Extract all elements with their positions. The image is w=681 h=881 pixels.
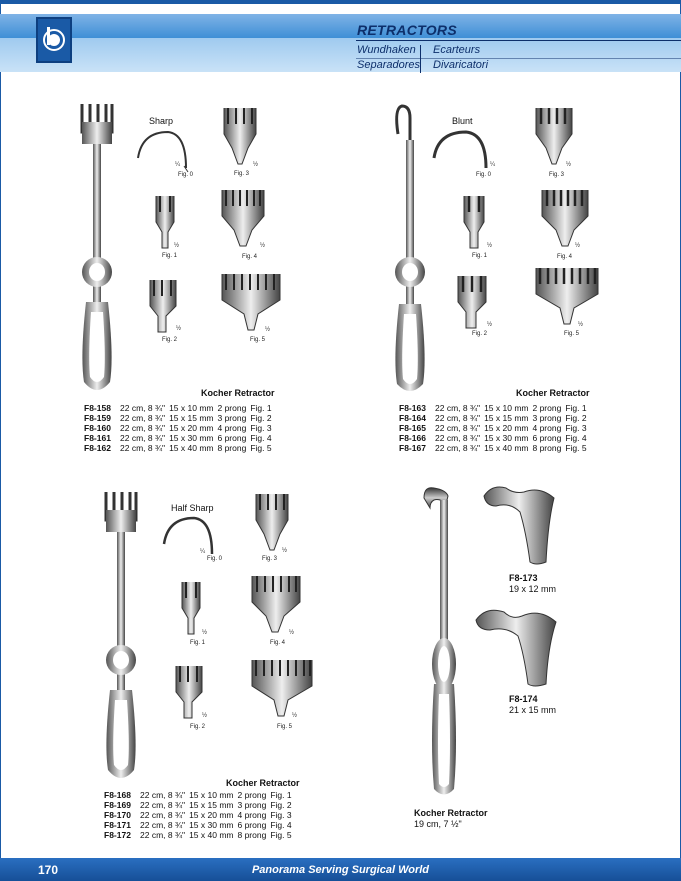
title-es: Separadores	[357, 59, 420, 71]
sharp-fig5-frac: ½	[265, 327, 271, 333]
sharp-fig1-frac: ½	[174, 243, 180, 249]
sharp-product-title: Kocher Retractor	[201, 388, 275, 398]
f8-173-blade	[480, 482, 558, 566]
kocher-retractor-single-blade-instrument	[420, 484, 470, 802]
blunt-fig4-label: Fig. 4	[557, 254, 573, 260]
sharp-fig2-blade	[146, 276, 180, 334]
half-sharp-tip-profile	[160, 514, 216, 560]
sharp-fig4-label: Fig. 4	[242, 254, 258, 260]
sharp-label: Sharp	[149, 116, 174, 126]
half-sharp-fig1-blade	[176, 578, 204, 636]
table-row: F8-169 22 cm, 8 ¾" 15 x 15 mm 3 prong Fig. 2	[104, 800, 292, 810]
table-row: F8-161 22 cm, 8 ¾" 15 x 30 mm 6 prong Fig. 4	[84, 433, 272, 443]
f8-174-size: 21 x 15 mm	[509, 705, 557, 715]
sharp-fig1-blade	[150, 192, 178, 250]
table-row: F8-166 22 cm, 8 ¾" 15 x 30 mm 6 prong Fig. 4	[399, 433, 587, 443]
f8-173-size: 19 x 12 mm	[509, 584, 557, 594]
header-subband	[0, 38, 681, 72]
table-row: F8-159 22 cm, 8 ¾" 15 x 15 mm 3 prong Fig. 2	[84, 413, 272, 423]
single-product-title: Kocher Retractor	[414, 808, 488, 818]
blunt-fig0-label: Fig. 0	[476, 172, 492, 178]
sharp-fig5-label: Fig. 5	[250, 337, 266, 343]
half-sharp-fig0-frac: ¼	[200, 549, 206, 555]
half-sharp-fig4-label: Fig. 4	[270, 640, 286, 646]
title-rule	[356, 40, 681, 41]
page-number: 170	[38, 863, 59, 877]
blunt-fig5-frac: ½	[578, 322, 584, 328]
blunt-fig1-label: Fig. 1	[472, 253, 488, 259]
half-sharp-fig0-label: Fig. 0	[207, 556, 223, 562]
f8-173-code: F8-173	[509, 573, 538, 583]
half-sharp-fig5-label: Fig. 5	[277, 724, 293, 730]
header-band	[0, 14, 681, 38]
table-row: F8-164 22 cm, 8 ¾" 15 x 15 mm 3 prong Fig. 2	[399, 413, 587, 423]
table-row: F8-165 22 cm, 8 ¾" 15 x 20 mm 4 prong Fig. 3	[399, 423, 587, 433]
half-sharp-product-title: Kocher Retractor	[226, 778, 300, 788]
blunt-fig0-frac: ¼	[490, 162, 496, 168]
table-row: F8-168 22 cm, 8 ¾" 15 x 10 mm 2 prong Fig. 1	[104, 790, 292, 800]
blunt-label: Blunt	[452, 116, 473, 126]
half-sharp-fig5-frac: ½	[292, 713, 298, 719]
blunt-fig1-blade	[458, 192, 493, 250]
blunt-fig2-blade	[454, 272, 493, 330]
blunt-spec-table	[399, 403, 591, 453]
table-row: F8-167 22 cm, 8 ¾" 15 x 40 mm 8 prong Fig. 5	[399, 443, 587, 453]
f8-174-code: F8-174	[509, 694, 538, 704]
title-it: Divaricatori	[433, 59, 489, 71]
blunt-fig3-blade	[534, 104, 574, 166]
half-sharp-fig3-blade	[254, 490, 290, 552]
blunt-fig3-frac: ½	[566, 162, 572, 168]
blunt-fig5-blade	[534, 264, 600, 326]
page-title: RETRACTORS	[357, 22, 457, 38]
sharp-fig4-blade	[220, 186, 266, 248]
panorama-logo	[36, 17, 72, 63]
table-row: F8-160 22 cm, 8 ¾" 15 x 20 mm 4 prong Fig. 3	[84, 423, 272, 433]
half-sharp-fig3-frac: ½	[282, 548, 288, 554]
sharp-tip-profile	[134, 128, 190, 174]
kocher-retractor-sharp-instrument	[76, 102, 118, 398]
blunt-fig2-frac: ½	[487, 322, 493, 328]
table-row: F8-170 22 cm, 8 ¾" 15 x 20 mm 4 prong Fig. 3	[104, 810, 292, 820]
kocher-retractor-half-sharp-instrument	[100, 490, 142, 786]
blunt-fig3-label: Fig. 3	[549, 172, 565, 178]
sharp-fig3-label: Fig. 3	[234, 171, 250, 177]
half-sharp-spec-table	[104, 790, 296, 840]
half-sharp-fig1-label: Fig. 1	[190, 640, 206, 646]
table-row: F8-158 22 cm, 8 ¾" 15 x 10 mm 2 prong Fig. 1	[84, 403, 272, 413]
sharp-fig3-blade	[222, 104, 258, 166]
sharp-fig2-label: Fig. 2	[162, 337, 178, 343]
sharp-fig0-frac: ¼	[175, 162, 181, 168]
table-row: F8-162 22 cm, 8 ¾" 15 x 40 mm 8 prong Fig. 5	[84, 443, 272, 453]
title-divider-h	[356, 58, 681, 59]
sharp-fig0-label: Fig. 0	[178, 172, 194, 178]
sharp-spec-table	[84, 403, 276, 453]
table-row: F8-171 22 cm, 8 ¾" 15 x 30 mm 6 prong Fig. 4	[104, 820, 292, 830]
sharp-fig3-frac: ½	[253, 162, 259, 168]
half-sharp-label: Half Sharp	[171, 503, 214, 513]
sharp-fig2-frac: ½	[176, 326, 182, 332]
title-de: Wundhaken	[357, 44, 416, 56]
title-divider	[420, 45, 421, 73]
blunt-fig1-frac: ½	[487, 243, 493, 249]
table-row: F8-163 22 cm, 8 ¾" 15 x 10 mm 2 prong Fig. 1	[399, 403, 587, 413]
table-row: F8-172 22 cm, 8 ¾" 15 x 40 mm 8 prong Fig. 5	[104, 830, 292, 840]
half-sharp-fig2-blade	[172, 662, 206, 720]
single-product-length: 19 cm, 7 ½"	[414, 819, 462, 829]
half-sharp-fig3-label: Fig. 3	[262, 556, 278, 562]
blunt-fig4-frac: ½	[575, 243, 581, 249]
blunt-fig2-label: Fig. 2	[472, 331, 488, 337]
blunt-tip-profile	[430, 128, 490, 174]
blunt-fig5-label: Fig. 5	[564, 331, 580, 337]
blunt-fig4-blade	[540, 186, 590, 248]
half-sharp-fig5-blade	[250, 656, 314, 718]
half-sharp-fig4-frac: ½	[289, 630, 295, 636]
sharp-fig1-label: Fig. 1	[162, 253, 178, 259]
footer-tagline: Panorama Serving Surgical World	[251, 864, 430, 876]
half-sharp-fig4-blade	[250, 572, 302, 634]
title-fr: Ecarteurs	[433, 44, 481, 56]
sharp-fig4-frac: ½	[260, 243, 266, 249]
f8-174-blade	[474, 604, 560, 688]
half-sharp-fig2-frac: ½	[202, 713, 208, 719]
top-strip	[0, 0, 681, 4]
blunt-product-title: Kocher Retractor	[516, 388, 590, 398]
sharp-fig5-blade	[220, 270, 282, 332]
kocher-retractor-blunt-instrument	[388, 104, 432, 398]
half-sharp-fig1-frac: ½	[202, 630, 208, 636]
half-sharp-fig2-label: Fig. 2	[190, 724, 206, 730]
